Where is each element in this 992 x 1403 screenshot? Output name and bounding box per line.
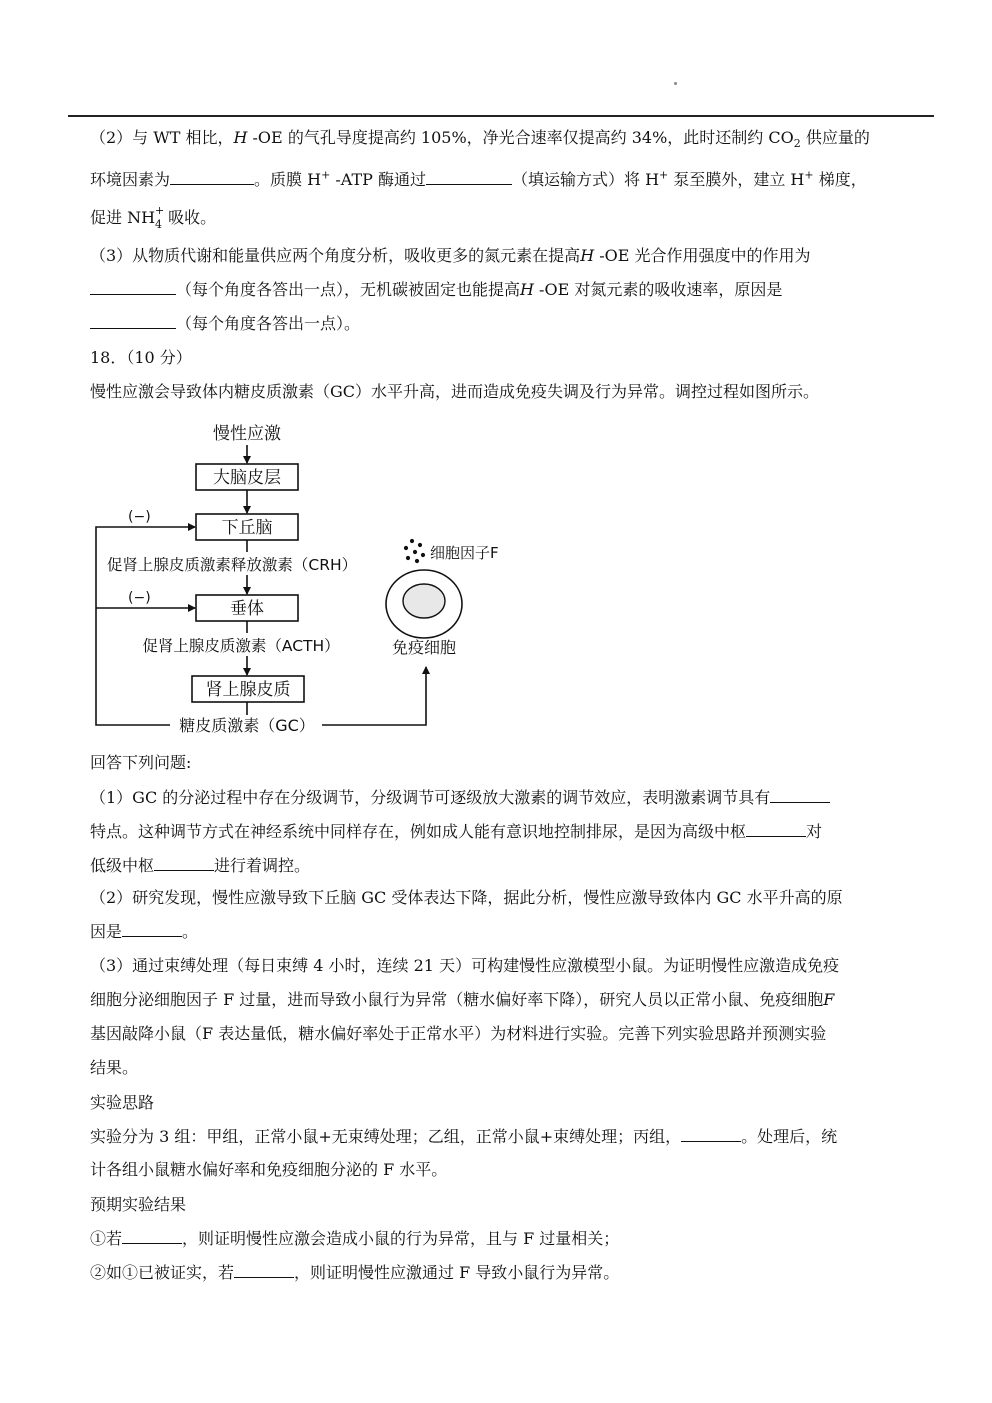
label-crh: 促肾上腺皮质激素释放激素（CRH） [106, 556, 358, 574]
experiment-idea-line2: 计各组小鼠糖水偏好率和免疫细胞分泌的 F 水平。 [90, 1160, 448, 1179]
label-adrenal: 肾上腺皮质 [205, 680, 291, 700]
answer-blank[interactable] [122, 1229, 182, 1244]
immune-cell-nucleus [403, 584, 445, 618]
answer-blank[interactable] [154, 856, 214, 871]
expected-result-2: ②如①已被证实，若 ，则证明慢性应激通过 F 导致小鼠行为异常。 [90, 1263, 620, 1282]
q18-part3-line2: 细胞分泌细胞因子 F 过量，进而导致小鼠行为异常（糖水偏好率下降），研究人员以正常小鼠、免疫细胞F [90, 990, 835, 1009]
answer-blank[interactable] [426, 170, 512, 185]
ion-charge: + 4 [155, 204, 165, 231]
q18-part1-line3: 低级中枢 进行着调控。 [90, 856, 311, 875]
experiment-idea-line1: 实验分为 3 组：甲组，正常小鼠+无束缚处理；乙组，正常小鼠+束缚处理；丙组， 。处理后，统 [90, 1127, 838, 1146]
q18-part3-line1: （3）通过束缚处理（每日束缚 4 小时，连续 21 天）可构建慢性应激模型小鼠。为证明慢性应激造成免疫 [90, 956, 840, 975]
answer-blank[interactable] [770, 788, 830, 803]
answer-blank[interactable] [90, 314, 176, 329]
label-pituitary: 垂体 [230, 599, 264, 619]
answer-blank[interactable] [746, 822, 806, 837]
label-hypothalamus: 下丘脑 [221, 518, 273, 538]
expected-result-title: 预期实验结果 [90, 1195, 187, 1214]
q18-number: 18．（10 分） [90, 348, 192, 367]
q18-part2-line1: （2）研究发现，慢性应激导致下丘脑 GC 受体表达下降，据此分析，慢性应激导致体内 GC 水平升高的原 [90, 888, 843, 907]
cytokine-dots [404, 539, 425, 563]
label-gc: 糖皮质激素（GC） [179, 716, 315, 735]
label-negative-1: (−) [128, 509, 151, 525]
q18-part1-line2: 特点。这种调节方式在神经系统中同样存在，例如成人能有意识地控制排尿，是因为高级中枢 对 [90, 822, 823, 841]
experiment-idea-title: 实验思路 [90, 1093, 155, 1112]
q18-part3-line4: 结果。 [90, 1058, 139, 1077]
answer-blank[interactable] [681, 1127, 741, 1142]
q17-part2-line2: 环境因素为 。质膜 H+ -ATP 酶通过 （填运输方式）将 H+ 泵至膜外，建立 H+ 梯度， [90, 168, 867, 189]
q17-part2-line1: （2）与 WT 相比，H -OE 的气孔导度提高约 105%，净光合速率仅提高约 34%，此时还制约 $CO_2$ 供应量的 [90, 128, 870, 151]
label-stress: 慢性应激 [213, 424, 281, 444]
q17-part2-line3: 促进 NH + 4 吸收。 [90, 204, 217, 231]
label-acth: 促肾上腺皮质激素（ACTH） [142, 637, 340, 655]
answer-blank[interactable] [122, 922, 182, 937]
q18-intro: 慢性应激会导致体内糖皮质激素（GC）水平升高，进而造成免疫失调及行为异常。调控过程如图所示。 [90, 382, 820, 401]
label-immune-cell: 免疫细胞 [391, 638, 457, 657]
q17-part3-line3: （每个角度各答出一点）。 [90, 314, 360, 334]
q18-part2-line2: 因是 。 [90, 922, 199, 941]
arrow-gc-immune [322, 667, 426, 725]
label-cortex: 大脑皮层 [213, 468, 281, 488]
q17-part3-line2: （每个角度各答出一点），无机碳被固定也能提高H -OE 对氮元素的吸收速率，原因是 [90, 280, 782, 300]
hpa-axis-diagram [90, 415, 499, 745]
q18-part1-line1: （1）GC 的分泌过程中存在分级调节，分级调节可逐级放大激素的调节效应，表明激素调节具有 [90, 788, 830, 808]
answer-blank[interactable] [90, 280, 176, 295]
label-cytokine-f: 细胞因子F [430, 544, 499, 562]
header-mark [674, 82, 677, 85]
expected-result-1: ①若 ，则证明慢性应激会造成小鼠的行为异常，且与 F 过量相关； [90, 1229, 620, 1248]
q17-part3-line1: （3）从物质代谢和能量供应两个角度分析，吸收更多的氮元素在提高H -OE 光合作用强度中的作用为 [90, 246, 811, 265]
label-negative-2: (−) [128, 590, 151, 606]
answer-blank[interactable] [170, 170, 254, 185]
header-rule [68, 115, 934, 117]
q18-part3-line3: 基因敲降小鼠（F 表达量低，糖水偏好率处于正常水平）为材料进行实验。完善下列实验思路并预测实验 [90, 1024, 827, 1043]
answer-intro: 回答下列问题: [90, 753, 192, 772]
answer-blank[interactable] [234, 1263, 294, 1278]
